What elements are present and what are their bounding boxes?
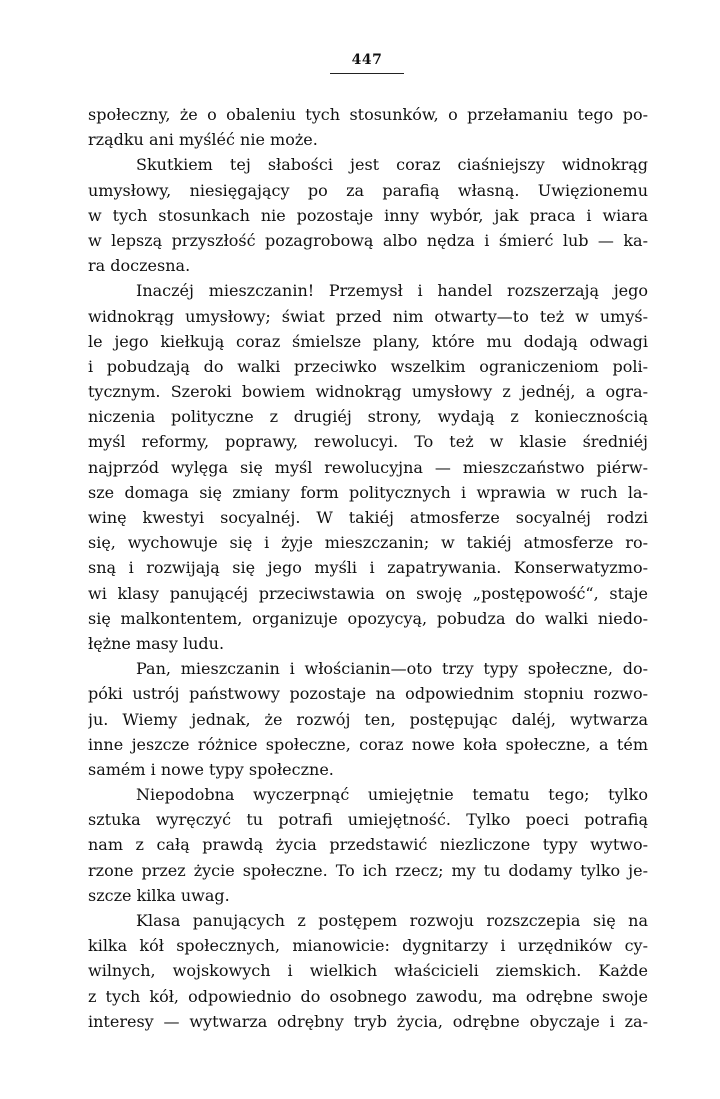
text-line: sną i rozwijają się jego myśli i zapatrywania. Konserwatyzmo- (88, 558, 648, 578)
text-line: i pobudzają do walki przeciwko wszelkim ograniczeniom poli- (88, 356, 648, 376)
text-line: rządku ani myśléć nie może. (88, 130, 318, 150)
text-line: rzone przez życie społeczne. To ich rzecz; my tu dodamy tylko je- (88, 860, 648, 880)
text-line: myśl reformy, poprawy, rewolucyi. To też w klasie średniéj (88, 432, 648, 452)
text-line: inne jeszcze różnice społeczne, coraz nowe koła społeczne, a tém (88, 734, 648, 754)
text-line: sztuka wyręczyć tu potrafi umiejętność. Tylko poeci potrafią (88, 810, 648, 830)
page-number-rule (330, 73, 404, 74)
text-line: samém i nowe typy społeczne. (88, 759, 334, 779)
text-line: winę kwestyi socyalnéj. W takiéj atmosferze socyalnéj rodzi (88, 508, 648, 527)
text-line: widnokrąg umysłowy; świat przed nim otwarty—to też w umyś- (88, 306, 648, 326)
text-line: Pan, mieszczanin i włościanin—oto trzy typy społeczne, do- (136, 659, 648, 679)
text-line: Inaczéj mieszczanin! Przemysł i handel rozszerzają jego (136, 281, 648, 301)
text-line: wilnych, wojskowych i wielkich właścicieli ziemskich. Każde (88, 961, 648, 981)
text-line: kilka kół społecznych, mianowicie: dygnitarzy i urzędników cy- (88, 936, 648, 956)
text-line: Niepodobna wyczerpnąć umiejętnie tematu tego; tylko (136, 785, 648, 805)
text-line: tycznym. Szeroki bowiem widnokrąg umysłowy z jednéj, a ogra- (88, 382, 648, 402)
text-line: ju. Wiemy jednak, że rozwój ten, postępując daléj, wytwarza (88, 709, 648, 729)
text-line: niczenia polityczne z drugiéj strony, wydają z koniecznością (88, 407, 648, 427)
text-line: się, wychowuje się i żyje mieszczanin; w takiéj atmosferze ro- (88, 533, 648, 553)
text-line: Skutkiem tej słabości jest coraz ciaśniejszy widnokrąg (136, 155, 648, 175)
text-line: nam z całą prawdą życia przedstawić niezliczone typy wytwo- (88, 835, 648, 855)
text-line: ra doczesna. (88, 256, 191, 276)
text-line: się malkontentem, organizuje opozycyą, pobudza do walki niedo- (88, 608, 648, 628)
text-line: łężne masy ludu. (88, 633, 225, 653)
text-line: le jego kiełkują coraz śmielsze plany, które mu dodają odwagi (88, 331, 648, 351)
text-line: interesy — wytwarza odrębny tryb życia, odrębne obyczaje i za- (88, 1011, 648, 1031)
text-line: społeczny, że o obaleniu tych stosunków, o przełamaniu tego po- (88, 105, 648, 124)
text-line: najprzód wylęga się myśl rewolucyjna — mieszczaństwo piérw- (88, 457, 648, 477)
text-line: w lepszą przyszłość pozagrobową albo nędza i śmierć lub — ka- (88, 230, 648, 250)
page-number: 447 (351, 52, 383, 68)
body-text (88, 102, 648, 1034)
text-line: sze domaga się zmiany form politycznych i wprawia w ruch la- (88, 482, 648, 502)
text-line: Klasa panujących z postępem rozwoju rozszczepia się na (136, 911, 648, 930)
text-line: umysłowy, niesięgający po za parafią własną. Uwięzionemu (88, 180, 648, 200)
text-line: w tych stosunkach nie pozostaje inny wybór, jak praca i wiara (88, 205, 648, 225)
text-line: szcze kilka uwag. (88, 885, 230, 905)
text-line: wi klasy panującéj przeciwstawia on swoję „postępowość“, staje (88, 583, 648, 603)
text-line: z tych kół, odpowiednio do osobnego zawodu, ma odrębne swoje (88, 986, 648, 1006)
text-line: póki ustrój państwowy pozostaje na odpowiednim stopniu rozwo- (88, 684, 648, 704)
